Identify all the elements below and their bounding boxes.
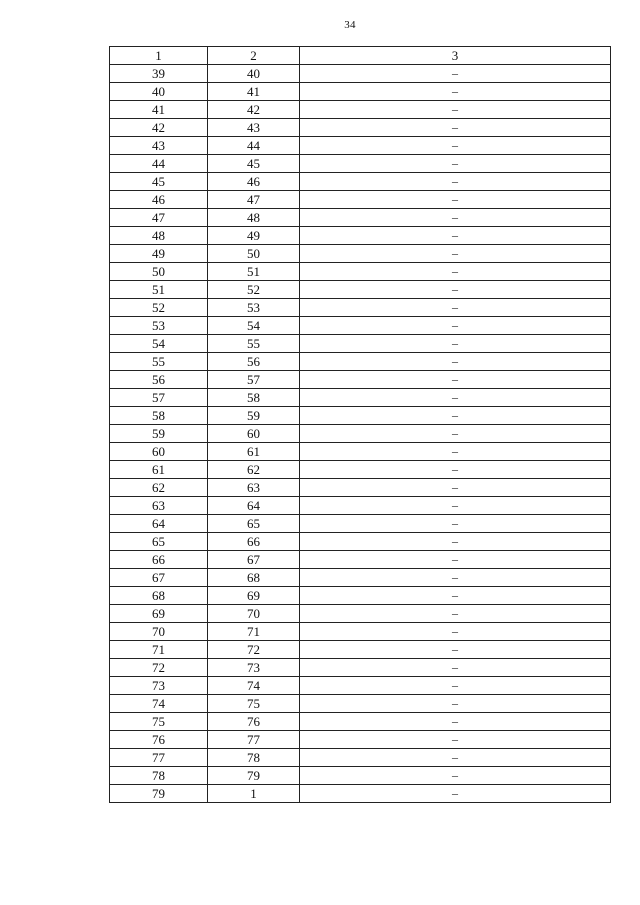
table-row <box>110 407 611 425</box>
table-cell-col-1: 77 <box>110 749 208 767</box>
table-cell-col-1: 72 <box>110 659 208 677</box>
table-cell-col-1: 78 <box>110 767 208 785</box>
table-cell-col-1: 41 <box>110 101 208 119</box>
table-cell-col-1: 46 <box>110 191 208 209</box>
table-cell-col-3: – <box>300 695 611 713</box>
table-cell-col-3: – <box>300 137 611 155</box>
table-row <box>110 713 611 731</box>
table-cell-col-3: – <box>300 227 611 245</box>
table-row <box>110 533 611 551</box>
page-number: 34 <box>344 19 356 31</box>
table-row <box>110 461 611 479</box>
table-cell-col-1: 71 <box>110 641 208 659</box>
table-cell-col-2: 45 <box>208 155 300 173</box>
table-cell-col-2: 65 <box>208 515 300 533</box>
table-cell-col-1: 45 <box>110 173 208 191</box>
table-cell-col-1: 47 <box>110 209 208 227</box>
table-cell-col-1: 64 <box>110 515 208 533</box>
table-row <box>110 443 611 461</box>
table-cell-col-2: 73 <box>208 659 300 677</box>
data-table-container <box>109 46 610 803</box>
table-row <box>110 785 611 803</box>
table-cell-col-3: – <box>300 533 611 551</box>
table-cell-col-1: 70 <box>110 623 208 641</box>
table-row <box>110 425 611 443</box>
table-body <box>110 65 611 803</box>
table-cell-col-2: 75 <box>208 695 300 713</box>
table-row <box>110 335 611 353</box>
table-cell-col-2: 70 <box>208 605 300 623</box>
table-cell-col-1: 59 <box>110 425 208 443</box>
table-cell-col-1: 65 <box>110 533 208 551</box>
table-cell-col-1: 51 <box>110 281 208 299</box>
table-cell-col-3: – <box>300 659 611 677</box>
table-cell-col-2: 76 <box>208 713 300 731</box>
table-row <box>110 767 611 785</box>
table-row <box>110 353 611 371</box>
table-row <box>110 317 611 335</box>
table-cell-col-3: – <box>300 191 611 209</box>
table-cell-col-3: – <box>300 731 611 749</box>
column-header-1: 1 <box>110 47 208 65</box>
table-cell-col-1: 60 <box>110 443 208 461</box>
table-cell-col-2: 1 <box>208 785 300 803</box>
table-cell-col-3: – <box>300 551 611 569</box>
table-cell-col-2: 59 <box>208 407 300 425</box>
table-row <box>110 371 611 389</box>
table-cell-col-1: 44 <box>110 155 208 173</box>
table-cell-col-2: 68 <box>208 569 300 587</box>
table-cell-col-2: 56 <box>208 353 300 371</box>
table-row <box>110 101 611 119</box>
table-cell-col-1: 53 <box>110 317 208 335</box>
table-cell-col-2: 63 <box>208 479 300 497</box>
table-cell-col-2: 51 <box>208 263 300 281</box>
table-cell-col-1: 54 <box>110 335 208 353</box>
table-cell-col-3: – <box>300 569 611 587</box>
table-row <box>110 551 611 569</box>
table-cell-col-2: 58 <box>208 389 300 407</box>
table-cell-col-3: – <box>300 371 611 389</box>
table-cell-col-2: 46 <box>208 173 300 191</box>
table-cell-col-3: – <box>300 641 611 659</box>
table-row <box>110 155 611 173</box>
table-cell-col-2: 48 <box>208 209 300 227</box>
table-cell-col-1: 67 <box>110 569 208 587</box>
table-row <box>110 659 611 677</box>
table-cell-col-2: 43 <box>208 119 300 137</box>
table-cell-col-2: 62 <box>208 461 300 479</box>
table-cell-col-1: 48 <box>110 227 208 245</box>
table-cell-col-3: – <box>300 263 611 281</box>
table-cell-col-3: – <box>300 101 611 119</box>
table-cell-col-3: – <box>300 587 611 605</box>
table-cell-col-2: 64 <box>208 497 300 515</box>
table-cell-col-3: – <box>300 317 611 335</box>
table-cell-col-3: – <box>300 425 611 443</box>
table-cell-col-3: – <box>300 605 611 623</box>
table-row <box>110 587 611 605</box>
table-cell-col-3: – <box>300 209 611 227</box>
table-cell-col-2: 71 <box>208 623 300 641</box>
table-cell-col-2: 42 <box>208 101 300 119</box>
table-cell-col-3: – <box>300 443 611 461</box>
table-cell-col-1: 63 <box>110 497 208 515</box>
table-cell-col-3: – <box>300 623 611 641</box>
table-cell-col-3: – <box>300 461 611 479</box>
table-row <box>110 263 611 281</box>
table-cell-col-3: – <box>300 677 611 695</box>
table-row <box>110 623 611 641</box>
table-cell-col-2: 77 <box>208 731 300 749</box>
table-cell-col-2: 66 <box>208 533 300 551</box>
table-cell-col-3: – <box>300 713 611 731</box>
table-cell-col-2: 74 <box>208 677 300 695</box>
table-row <box>110 299 611 317</box>
table-row <box>110 749 611 767</box>
table-cell-col-3: – <box>300 281 611 299</box>
table-cell-col-3: – <box>300 479 611 497</box>
table-row <box>110 119 611 137</box>
table-cell-col-1: 42 <box>110 119 208 137</box>
table-cell-col-2: 40 <box>208 65 300 83</box>
table-cell-col-1: 62 <box>110 479 208 497</box>
table-cell-col-1: 61 <box>110 461 208 479</box>
table-cell-col-2: 50 <box>208 245 300 263</box>
table-row <box>110 281 611 299</box>
table-cell-col-2: 69 <box>208 587 300 605</box>
table-cell-col-3: – <box>300 173 611 191</box>
table-cell-col-1: 58 <box>110 407 208 425</box>
column-header-2: 2 <box>208 47 300 65</box>
table-cell-col-2: 47 <box>208 191 300 209</box>
table-cell-col-2: 57 <box>208 371 300 389</box>
table-row <box>110 569 611 587</box>
table-cell-col-2: 79 <box>208 767 300 785</box>
table-cell-col-3: – <box>300 515 611 533</box>
table-cell-col-3: – <box>300 353 611 371</box>
table-cell-col-2: 54 <box>208 317 300 335</box>
table-cell-col-3: – <box>300 299 611 317</box>
table-cell-col-1: 43 <box>110 137 208 155</box>
table-cell-col-2: 41 <box>208 83 300 101</box>
table-cell-col-1: 79 <box>110 785 208 803</box>
table-row <box>110 677 611 695</box>
table-row <box>110 137 611 155</box>
table-row <box>110 695 611 713</box>
table-cell-col-1: 68 <box>110 587 208 605</box>
table-cell-col-1: 76 <box>110 731 208 749</box>
table-cell-col-3: – <box>300 83 611 101</box>
table-cell-col-1: 57 <box>110 389 208 407</box>
table-cell-col-2: 72 <box>208 641 300 659</box>
table-row <box>110 479 611 497</box>
table-cell-col-2: 67 <box>208 551 300 569</box>
table-cell-col-3: – <box>300 767 611 785</box>
table-cell-col-2: 52 <box>208 281 300 299</box>
table-cell-col-1: 66 <box>110 551 208 569</box>
header-row <box>110 47 611 65</box>
table-row <box>110 731 611 749</box>
table-cell-col-1: 75 <box>110 713 208 731</box>
table-cell-col-3: – <box>300 335 611 353</box>
table-cell-col-1: 69 <box>110 605 208 623</box>
table-cell-col-3: – <box>300 407 611 425</box>
table-cell-col-1: 40 <box>110 83 208 101</box>
table-cell-col-3: – <box>300 245 611 263</box>
table-cell-col-2: 49 <box>208 227 300 245</box>
table-cell-col-3: – <box>300 155 611 173</box>
table-cell-col-3: – <box>300 389 611 407</box>
table-cell-col-1: 73 <box>110 677 208 695</box>
table-cell-col-1: 49 <box>110 245 208 263</box>
table-cell-col-1: 52 <box>110 299 208 317</box>
table-cell-col-2: 60 <box>208 425 300 443</box>
column-header-3: 3 <box>300 47 611 65</box>
table-row <box>110 83 611 101</box>
data-table <box>109 46 611 803</box>
table-row <box>110 227 611 245</box>
table-row <box>110 65 611 83</box>
table-cell-col-3: – <box>300 785 611 803</box>
table-row <box>110 515 611 533</box>
table-row <box>110 245 611 263</box>
table-row <box>110 191 611 209</box>
table-cell-col-2: 61 <box>208 443 300 461</box>
table-row <box>110 173 611 191</box>
table-cell-col-3: – <box>300 119 611 137</box>
table-cell-col-1: 56 <box>110 371 208 389</box>
table-cell-col-1: 74 <box>110 695 208 713</box>
table-row <box>110 605 611 623</box>
table-row <box>110 209 611 227</box>
table-header <box>110 47 611 65</box>
table-cell-col-1: 39 <box>110 65 208 83</box>
table-cell-col-2: 53 <box>208 299 300 317</box>
table-cell-col-1: 50 <box>110 263 208 281</box>
table-cell-col-1: 55 <box>110 353 208 371</box>
table-row <box>110 641 611 659</box>
table-cell-col-3: – <box>300 497 611 515</box>
table-row <box>110 389 611 407</box>
table-row <box>110 497 611 515</box>
table-cell-col-3: – <box>300 749 611 767</box>
table-cell-col-2: 55 <box>208 335 300 353</box>
table-cell-col-2: 44 <box>208 137 300 155</box>
table-cell-col-3: – <box>300 65 611 83</box>
table-cell-col-2: 78 <box>208 749 300 767</box>
